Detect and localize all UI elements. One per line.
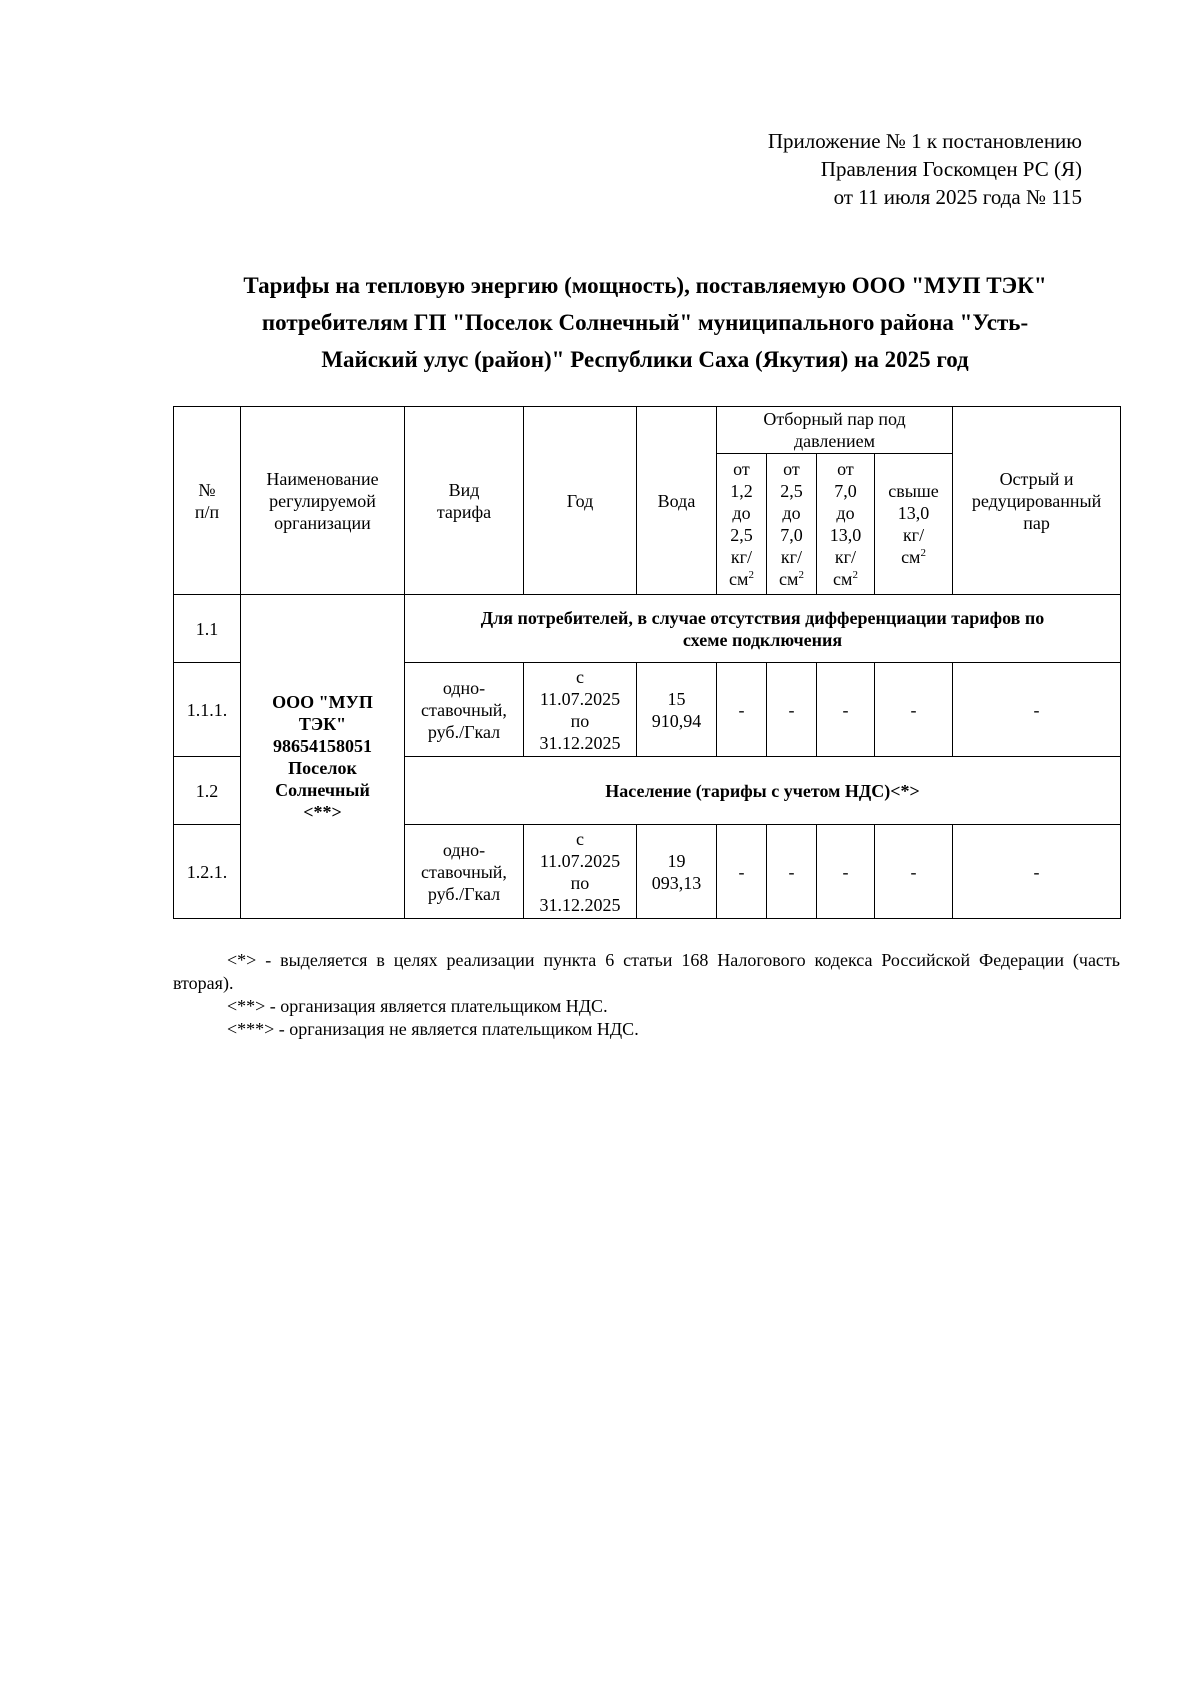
row-water: 15 910,94 xyxy=(637,663,717,757)
title-line-1: Тарифы на тепловую энергию (мощность), поставляемую ООО "МУП ТЭК" xyxy=(243,273,1047,298)
row-pressure-3: - xyxy=(817,825,875,919)
footnote-1: <*> - выделяется в целях реализации пункта 6 статьи 168 Налогового кодекса Российской Федерации (часть вторая). xyxy=(173,950,1120,993)
title-line-3: Майский улус (район)" Республики Саха (Якутия) на 2025 год xyxy=(321,347,969,372)
header-sharp-steam: Острый и редуцированный пар xyxy=(953,407,1121,595)
section-num: 1.1 xyxy=(174,595,241,663)
org-name-cell: ООО "МУП ТЭК" 98654158051 Поселок Солнечный <**> xyxy=(241,595,405,919)
row-sharp-steam: - xyxy=(953,825,1121,919)
footnote-2: <**> - организация является плательщиком НДС. xyxy=(227,996,608,1016)
row-tariff-type: одно- ставочный, руб./Гкал xyxy=(405,663,524,757)
header-pressure-over-13: свыше 13,0 кг/ $см^2$ xyxy=(875,454,953,595)
section-num: 1.2 xyxy=(174,757,241,825)
row-tariff-type: одно- ставочный, руб./Гкал xyxy=(405,825,524,919)
row-pressure-4: - xyxy=(875,825,953,919)
header-steam-group: Отборный пар под давлением xyxy=(717,407,953,454)
title-line-2: потребителям ГП "Поселок Солнечный" муниципального района "Усть- xyxy=(261,310,1029,335)
tariff-table xyxy=(173,406,1121,919)
row-pressure-3: - xyxy=(817,663,875,757)
row-sharp-steam: - xyxy=(953,663,1121,757)
row-pressure-2: - xyxy=(767,825,817,919)
row-num: 1.1.1. xyxy=(174,663,241,757)
row-pressure-2: - xyxy=(767,663,817,757)
row-pressure-1: - xyxy=(717,663,767,757)
header-org: Наименование регулируемой организации xyxy=(241,407,405,595)
header-pressure-1-2-5: от 1,2 до 2,5 кг/ $см^2$ xyxy=(717,454,767,595)
appendix-line-2: Правления Госкомцен РС (Я) xyxy=(820,157,1082,181)
header-water: Вода xyxy=(637,407,717,595)
appendix-line-3: от 11 июля 2025 года № 115 xyxy=(833,185,1082,209)
appendix-line-1: Приложение № 1 к постановлению xyxy=(767,129,1082,153)
header-num: № п/п xyxy=(174,407,241,595)
table-section-row xyxy=(174,595,1121,663)
section-heading: Население (тарифы с учетом НДС)<*> xyxy=(405,757,1121,825)
row-pressure-1: - xyxy=(717,825,767,919)
header-year: Год xyxy=(524,407,637,595)
appendix-header xyxy=(768,127,1082,211)
document-title xyxy=(170,267,1120,378)
header-pressure-7-13: от 7,0 до 13,0 кг/ $см^2$ xyxy=(817,454,875,595)
row-pressure-4: - xyxy=(875,663,953,757)
table-header-row xyxy=(174,407,1121,454)
header-tariff-type: Вид тарифа xyxy=(405,407,524,595)
row-year: с 11.07.2025 по 31.12.2025 xyxy=(524,663,637,757)
header-pressure-2-5-7: от 2,5 до 7,0 кг/ $см^2$ xyxy=(767,454,817,595)
footnote-3: <***> - организация не является плательщиком НДС. xyxy=(227,1019,639,1039)
section-heading: Для потребителей, в случае отсутствия дифференциации тарифов по схеме подключения xyxy=(405,595,1121,663)
row-water: 19 093,13 xyxy=(637,825,717,919)
row-year: с 11.07.2025 по 31.12.2025 xyxy=(524,825,637,919)
footnotes xyxy=(173,949,1120,1041)
row-num: 1.2.1. xyxy=(174,825,241,919)
